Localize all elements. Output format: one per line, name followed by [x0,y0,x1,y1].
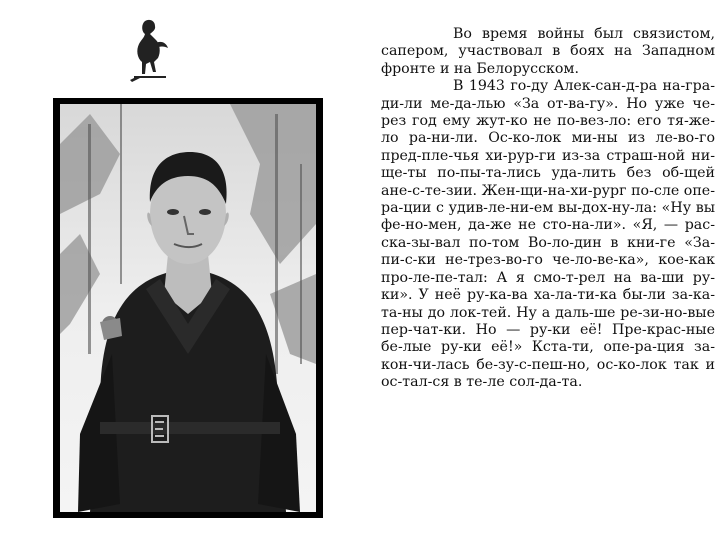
biography-text [381,26,715,392]
portrait-photo [60,104,316,512]
paragraph-2: В 1943 го-ду Алек-сан-д-ра на-гра-ди-ли ме-да-лью «За от-ва-гу». Но уже че-рез год ему жут-ко не по-вез-ло: его тя-же-ло ра-ни-ли. Ос-ко-лок ми-ны из ле-во-го пред-пле-чья хи-рур-ги из-за страш-ной ни-ще-ты по-пы-та-лись уда-лить без об-щей ане-с-те-зии. Жен-щи-на-хи-рург по-сле опе-ра-ции с удив-ле-ни-ем вы-дох-ну-ла: «Ну вы фе-но-мен, да-же не сто-на-ли». «Я, — рас-ска-зы-вал по-том Во-ло-дин в кни-ге «За-пи-с-ки не-трез-во-го че-ло-ве-ка», кое-как про-ле-пе-тал: А я смо-т-рел на ва-ши ру-ки». У неё ру-ка-ва ха-ла-ти-ка бы-ли за-ка-та-ны до лок-тей. Ну а даль-ше ре-зи-но-вые пер-чат-ки. Но — ру-ки её! Пре-крас-ные бе-лые ру-ки её!» Кста-ти, опе-ра-ция за-кон-чи-лась бе-зу-с-пеш-но, ос-ко-лок так и ос-тал-ся в те-ле сол-да-та. [381,78,715,391]
paragraph-1: Во время войны был связистом, сапером, участвовал в боях на Западном фронте и на Белорусском. [381,26,715,77]
ornament-icon [128,18,170,84]
portrait-photo-frame [53,98,323,518]
